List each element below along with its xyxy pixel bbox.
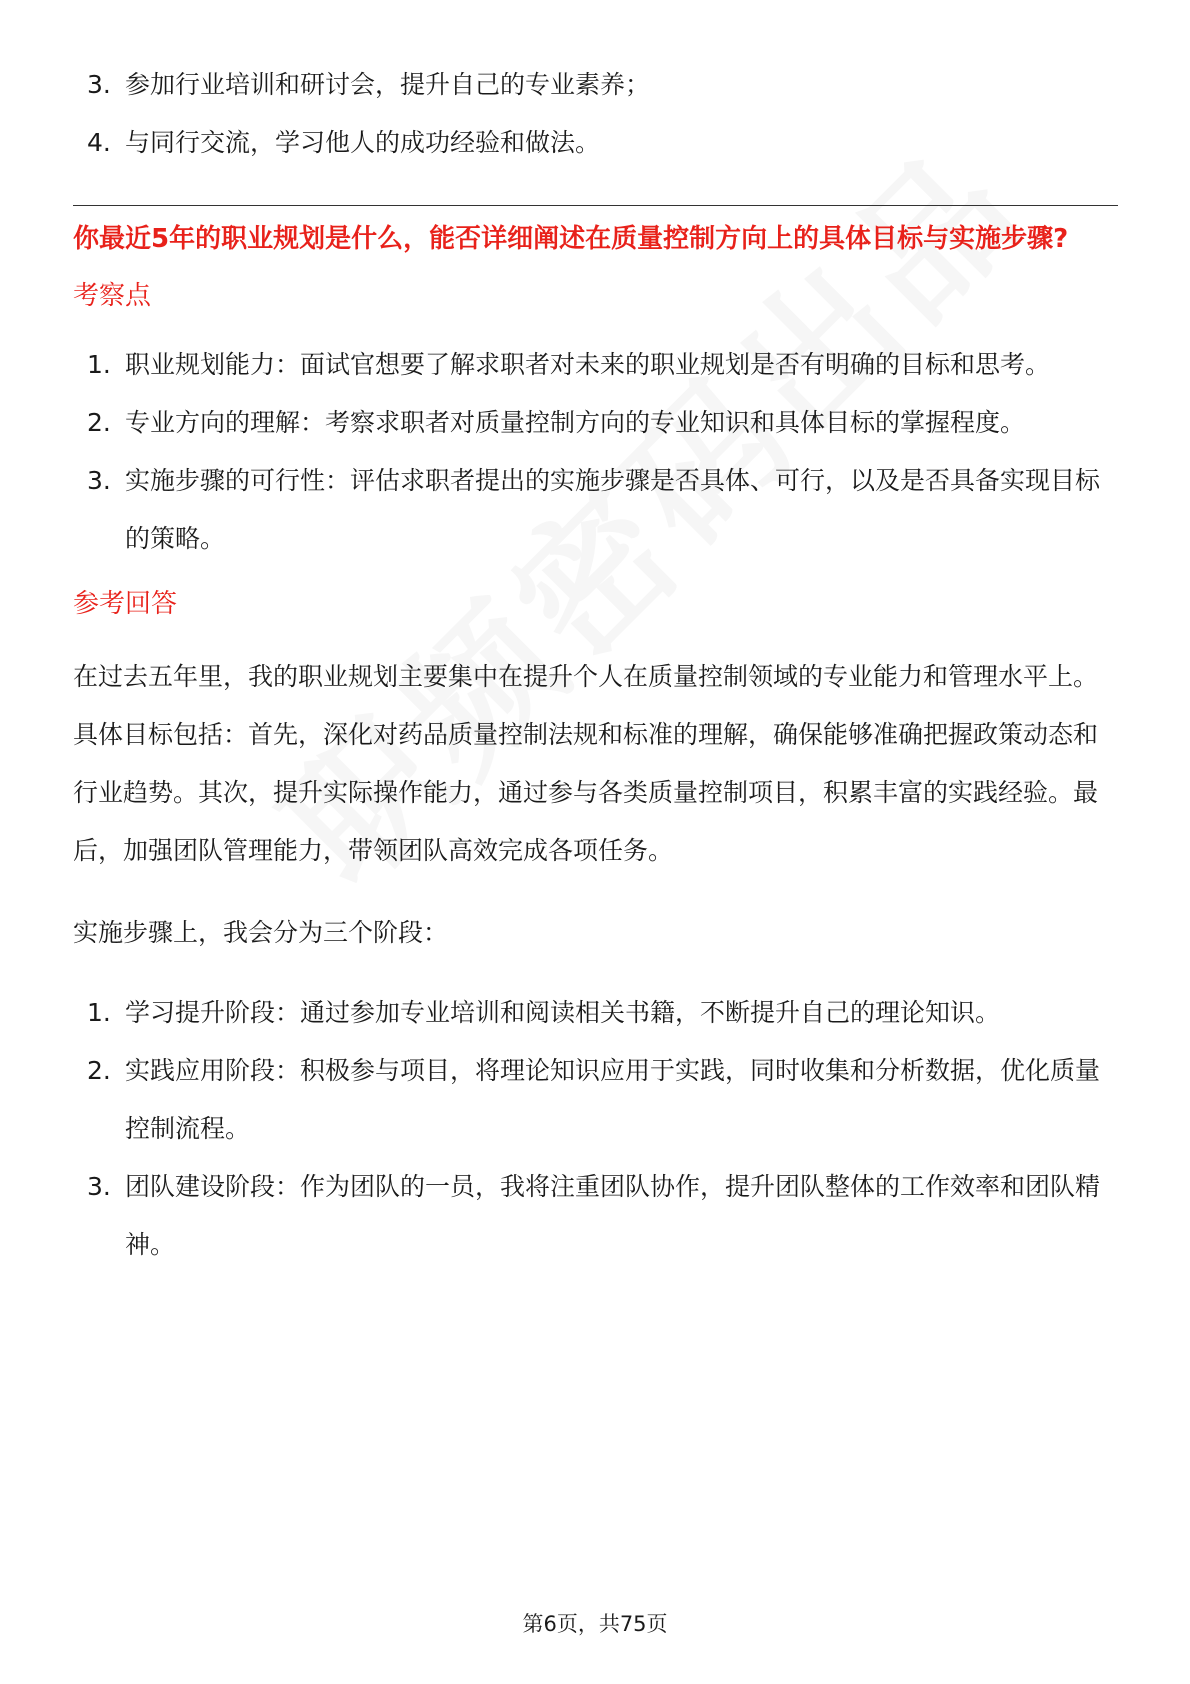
list-text: 实践应用阶段：积极参与项目，将理论知识应用于实践，同时收集和分析数据，优化质量控制流程。: [125, 1056, 1101, 1143]
list-text: 实施步骤的可行性：评估求职者提出的实施步骤是否具体、可行，以及是否具备实现目标的策略。: [125, 466, 1101, 553]
list-text: 参加行业培训和研讨会，提升自己的专业素养；: [125, 70, 651, 99]
steps-list: [73, 984, 1118, 1274]
document-page: [73, 56, 1118, 1274]
points-heading: 考察点: [73, 281, 152, 311]
list-number: 2.: [87, 408, 111, 437]
list-item: [73, 1158, 1118, 1274]
list-text: 专业方向的理解：考察求职者对质量控制方向的专业知识和具体目标的掌握程度。: [125, 408, 1026, 437]
list-number: 3.: [87, 466, 111, 495]
list-item: [73, 452, 1118, 568]
previous-answer-list: [73, 56, 1118, 172]
interview-question: 你最近5年的职业规划是什么，能否详细阐述在质量控制方向上的具体目标与实施步骤?: [73, 224, 1069, 254]
points-list: [73, 336, 1118, 568]
list-text: 与同行交流，学习他人的成功经验和做法。: [125, 128, 601, 157]
answer-paragraph: 在过去五年里，我的职业规划主要集中在提升个人在质量控制领域的专业能力和管理水平上。具体目标包括：首先，深化对药品质量控制法规和标准的理解，确保能够准确把握政策动态和行业趋势。其次，提升实际操作能力，通过参与各类质量控制项目，积累丰富的实践经验。最后，加强团队管理能力，带领团队高效完成各项任务。: [73, 662, 1099, 865]
list-number: 2.: [87, 1056, 111, 1085]
list-text: 职业规划能力：面试官想要了解求职者对未来的职业规划是否有明确的目标和思考。: [125, 350, 1051, 379]
page-footer: 第6页，共75页: [522, 1612, 668, 1636]
list-number: 3.: [87, 1172, 111, 1201]
list-item: [73, 1042, 1118, 1158]
list-item: [73, 336, 1118, 394]
list-number: 3.: [87, 70, 111, 99]
list-item: [73, 114, 1118, 172]
list-number: 4.: [87, 128, 111, 157]
list-item: [73, 56, 1118, 114]
list-number: 1.: [87, 998, 111, 1027]
list-text: 团队建设阶段：作为团队的一员，我将注重团队协作，提升团队整体的工作效率和团队精神。: [125, 1172, 1101, 1259]
list-text: 学习提升阶段：通过参加专业培训和阅读相关书籍，不断提升自己的理论知识。: [125, 998, 1001, 1027]
list-item: [73, 984, 1118, 1042]
list-number: 1.: [87, 350, 111, 379]
list-item: [73, 394, 1118, 452]
answer-paragraph: 实施步骤上，我会分为三个阶段：: [73, 918, 449, 947]
section-divider: [73, 205, 1118, 206]
answer-heading: 参考回答: [73, 589, 178, 619]
